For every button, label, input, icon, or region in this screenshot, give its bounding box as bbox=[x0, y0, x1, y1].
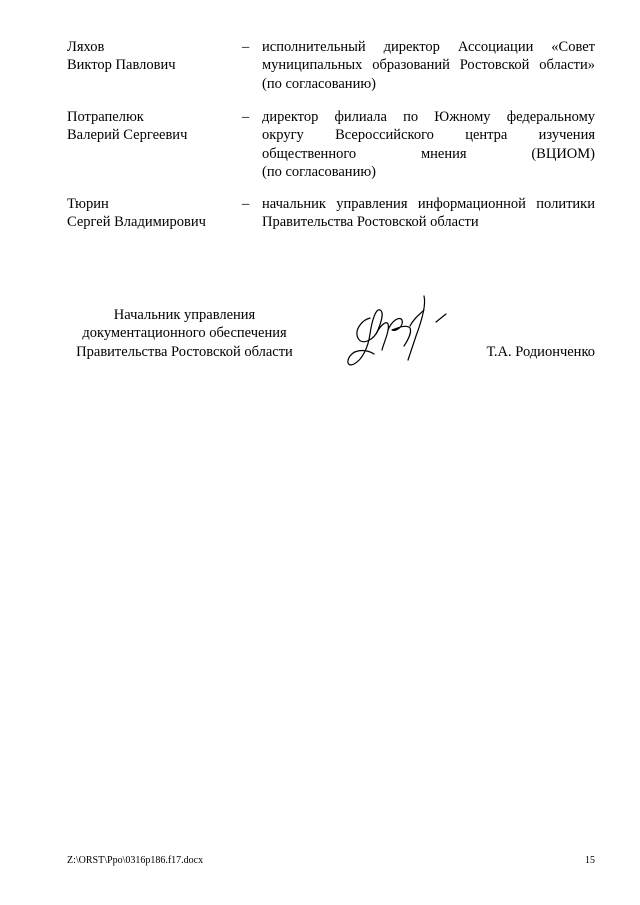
member-given-names: Валерий Сергеевич bbox=[67, 127, 188, 144]
member-role bbox=[262, 195, 595, 232]
role-line: начальник управления информационной политики bbox=[262, 196, 595, 212]
role-line: общественного мнения (ВЦИОМ) bbox=[262, 145, 595, 162]
role-line: исполнительный директор Ассоциации «Совет bbox=[262, 39, 595, 55]
dash-separator: – bbox=[242, 109, 250, 125]
role-line: (по согласованию) bbox=[262, 164, 376, 181]
member-name bbox=[67, 38, 242, 75]
signatory-title-line: Правительства Ростовской области bbox=[76, 343, 293, 360]
member-role bbox=[262, 38, 595, 93]
role-line: директор филиала по Южному федеральному bbox=[262, 109, 595, 125]
signatory-name: Т.А. Родионченко bbox=[486, 344, 595, 360]
footer-page-number: 15 bbox=[585, 855, 595, 866]
dash-separator: – bbox=[242, 196, 250, 212]
signatory-title-line: документационного обеспечения bbox=[82, 325, 287, 342]
footer-file-path: Z:\ORST\Ppo\0316p186.f17.docx bbox=[67, 855, 204, 866]
signatory-title bbox=[67, 306, 302, 361]
role-line: округу Всероссийского центра изучения bbox=[262, 127, 595, 144]
member-role bbox=[262, 108, 595, 182]
member-surname: Потрапелюк bbox=[67, 109, 144, 125]
role-line: муниципальных образований Ростовской области» bbox=[262, 57, 595, 74]
member-given-names: Сергей Владимирович bbox=[67, 214, 206, 231]
role-line: Правительства Ростовской области bbox=[262, 214, 479, 231]
member-name bbox=[67, 195, 242, 232]
member-name bbox=[67, 108, 242, 145]
member-surname: Тюрин bbox=[67, 196, 109, 212]
member-surname: Ляхов bbox=[67, 39, 105, 55]
role-line: (по согласованию) bbox=[262, 75, 376, 92]
member-given-names: Виктор Павлович bbox=[67, 57, 176, 74]
handwritten-signature bbox=[340, 290, 458, 372]
signatory-title-line: Начальник управления bbox=[113, 307, 256, 323]
dash-separator: – bbox=[242, 39, 250, 55]
